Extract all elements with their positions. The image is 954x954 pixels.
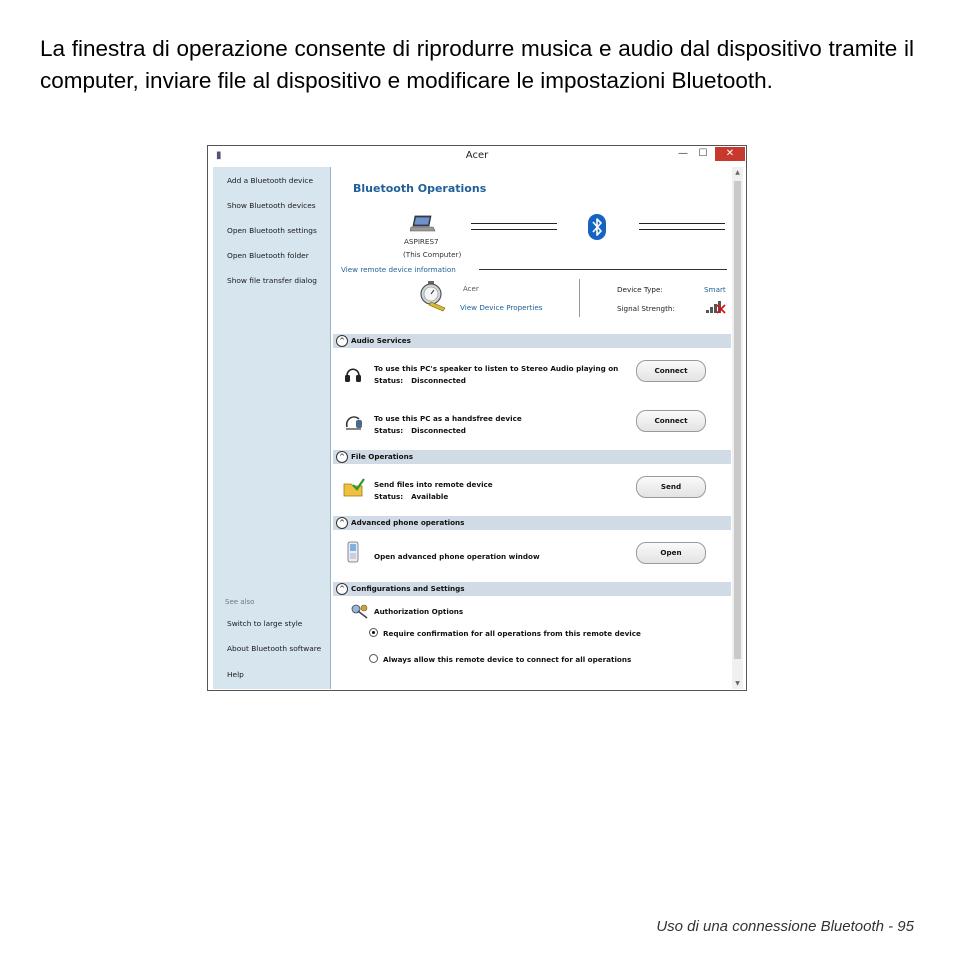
connection-line xyxy=(471,229,557,230)
close-button[interactable]: ✕ xyxy=(715,147,745,161)
sidebar-item-open-folder[interactable]: Open Bluetooth folder xyxy=(227,251,309,260)
computer-subtitle: (This Computer) xyxy=(403,250,462,259)
config-settings-label: Configurations and Settings xyxy=(351,584,465,593)
sidebar-item-add-device[interactable]: Add a Bluetooth device xyxy=(227,176,314,185)
see-also-heading: See also xyxy=(225,598,255,606)
view-device-properties-link[interactable]: View Device Properties xyxy=(460,303,543,312)
status-value: Disconnected xyxy=(411,376,466,385)
connect-handsfree-button[interactable]: Connect xyxy=(636,410,706,432)
device-icon xyxy=(417,280,449,312)
authorization-icon xyxy=(350,603,370,619)
radio-button-selected[interactable] xyxy=(369,628,378,637)
signal-strength-icon xyxy=(705,300,727,314)
sidebar-item-show-devices[interactable]: Show Bluetooth devices xyxy=(227,201,316,210)
connection-line xyxy=(471,223,557,224)
vertical-separator xyxy=(579,279,580,317)
file-operations-header[interactable] xyxy=(333,450,731,464)
window-title: Acer xyxy=(465,150,489,161)
phone-operation-text: Open advanced phone operation window xyxy=(374,552,540,561)
page-title: Bluetooth Operations xyxy=(353,182,487,195)
connect-stereo-button[interactable]: Connect xyxy=(636,360,706,382)
send-button[interactable]: Send xyxy=(636,476,706,498)
chevron-up-icon[interactable]: ^ xyxy=(336,451,348,463)
config-settings-header[interactable] xyxy=(333,582,731,596)
radio-label: Always allow this remote device to connect for all operations xyxy=(383,655,632,664)
folder-send-icon xyxy=(343,477,365,497)
bluetooth-icon xyxy=(587,213,607,241)
send-files-text: Send files into remote device xyxy=(374,480,493,489)
title-bar xyxy=(208,146,746,166)
radio-button[interactable] xyxy=(369,654,378,663)
chevron-up-icon[interactable]: ^ xyxy=(336,517,348,529)
audio-stereo-text: To use this PC's speaker to listen to Stereo Audio playing on xyxy=(374,364,619,373)
sidebar-item-about[interactable]: About Bluetooth software xyxy=(227,644,322,653)
chevron-up-icon[interactable]: ^ xyxy=(336,335,348,347)
send-files-status xyxy=(374,492,448,501)
radio-label: Require confirmation for all operations from this remote device xyxy=(383,629,641,638)
audio-services-header[interactable] xyxy=(333,334,731,348)
scroll-up-icon[interactable]: ▲ xyxy=(735,169,740,176)
authorization-title: Authorization Options xyxy=(374,607,464,616)
open-button[interactable]: Open xyxy=(636,542,706,564)
radio-require-confirmation[interactable] xyxy=(369,628,641,638)
chevron-up-icon[interactable]: ^ xyxy=(336,583,348,595)
bluetooth-window xyxy=(207,145,747,691)
audio-stereo-status xyxy=(374,376,466,385)
phone-icon xyxy=(346,541,360,563)
device-type-label: Device Type: xyxy=(617,285,663,294)
headphones-icon xyxy=(344,364,362,384)
sidebar-item-large-style[interactable]: Switch to large style xyxy=(227,619,303,628)
view-remote-info-link[interactable]: View remote device information xyxy=(341,265,456,274)
laptop-icon xyxy=(410,215,436,233)
audio-services-label: Audio Services xyxy=(351,336,411,345)
sidebar-item-help[interactable]: Help xyxy=(227,670,244,679)
signal-strength-label: Signal Strength: xyxy=(617,304,675,313)
status-label: Status: xyxy=(374,426,404,435)
page-footer: Uso di una connessione Bluetooth - 95 xyxy=(656,918,914,935)
connection-line xyxy=(639,229,725,230)
status-value: Available xyxy=(411,492,449,501)
scrollbar-thumb[interactable] xyxy=(734,181,741,659)
advanced-phone-header[interactable] xyxy=(333,516,731,530)
sidebar xyxy=(213,167,330,689)
maximize-button[interactable]: ☐ xyxy=(698,148,708,159)
main-panel xyxy=(331,167,731,689)
status-label: Status: xyxy=(374,492,404,501)
connection-line xyxy=(639,223,725,224)
status-value: Disconnected xyxy=(411,426,466,435)
device-name: Acer xyxy=(463,285,479,293)
computer-name: ASPIRES7 xyxy=(404,237,439,246)
sidebar-item-open-settings[interactable]: Open Bluetooth settings xyxy=(227,226,317,235)
minimize-button[interactable]: — xyxy=(678,148,688,159)
file-operations-label: File Operations xyxy=(351,452,413,461)
intro-paragraph: La finestra di operazione consente di riprodurre musica e audio dal dispositivo tramite il computer, inviare file al dispositivo e modificare le impostazioni Bluetooth. xyxy=(40,36,914,93)
headset-icon xyxy=(343,413,363,431)
vertical-scrollbar[interactable] xyxy=(732,167,743,689)
advanced-phone-label: Advanced phone operations xyxy=(351,518,465,527)
audio-handsfree-text: To use this PC as a handsfree device xyxy=(374,414,522,423)
sidebar-item-file-transfer[interactable]: Show file transfer dialog xyxy=(227,276,317,285)
device-type-value: Smart xyxy=(704,285,726,294)
separator-line xyxy=(479,269,727,270)
scroll-down-icon[interactable]: ▼ xyxy=(735,680,740,687)
radio-always-allow[interactable] xyxy=(369,654,631,664)
audio-handsfree-status xyxy=(374,426,466,435)
status-label: Status: xyxy=(374,376,404,385)
bluetooth-app-icon: ▮ xyxy=(216,150,222,161)
